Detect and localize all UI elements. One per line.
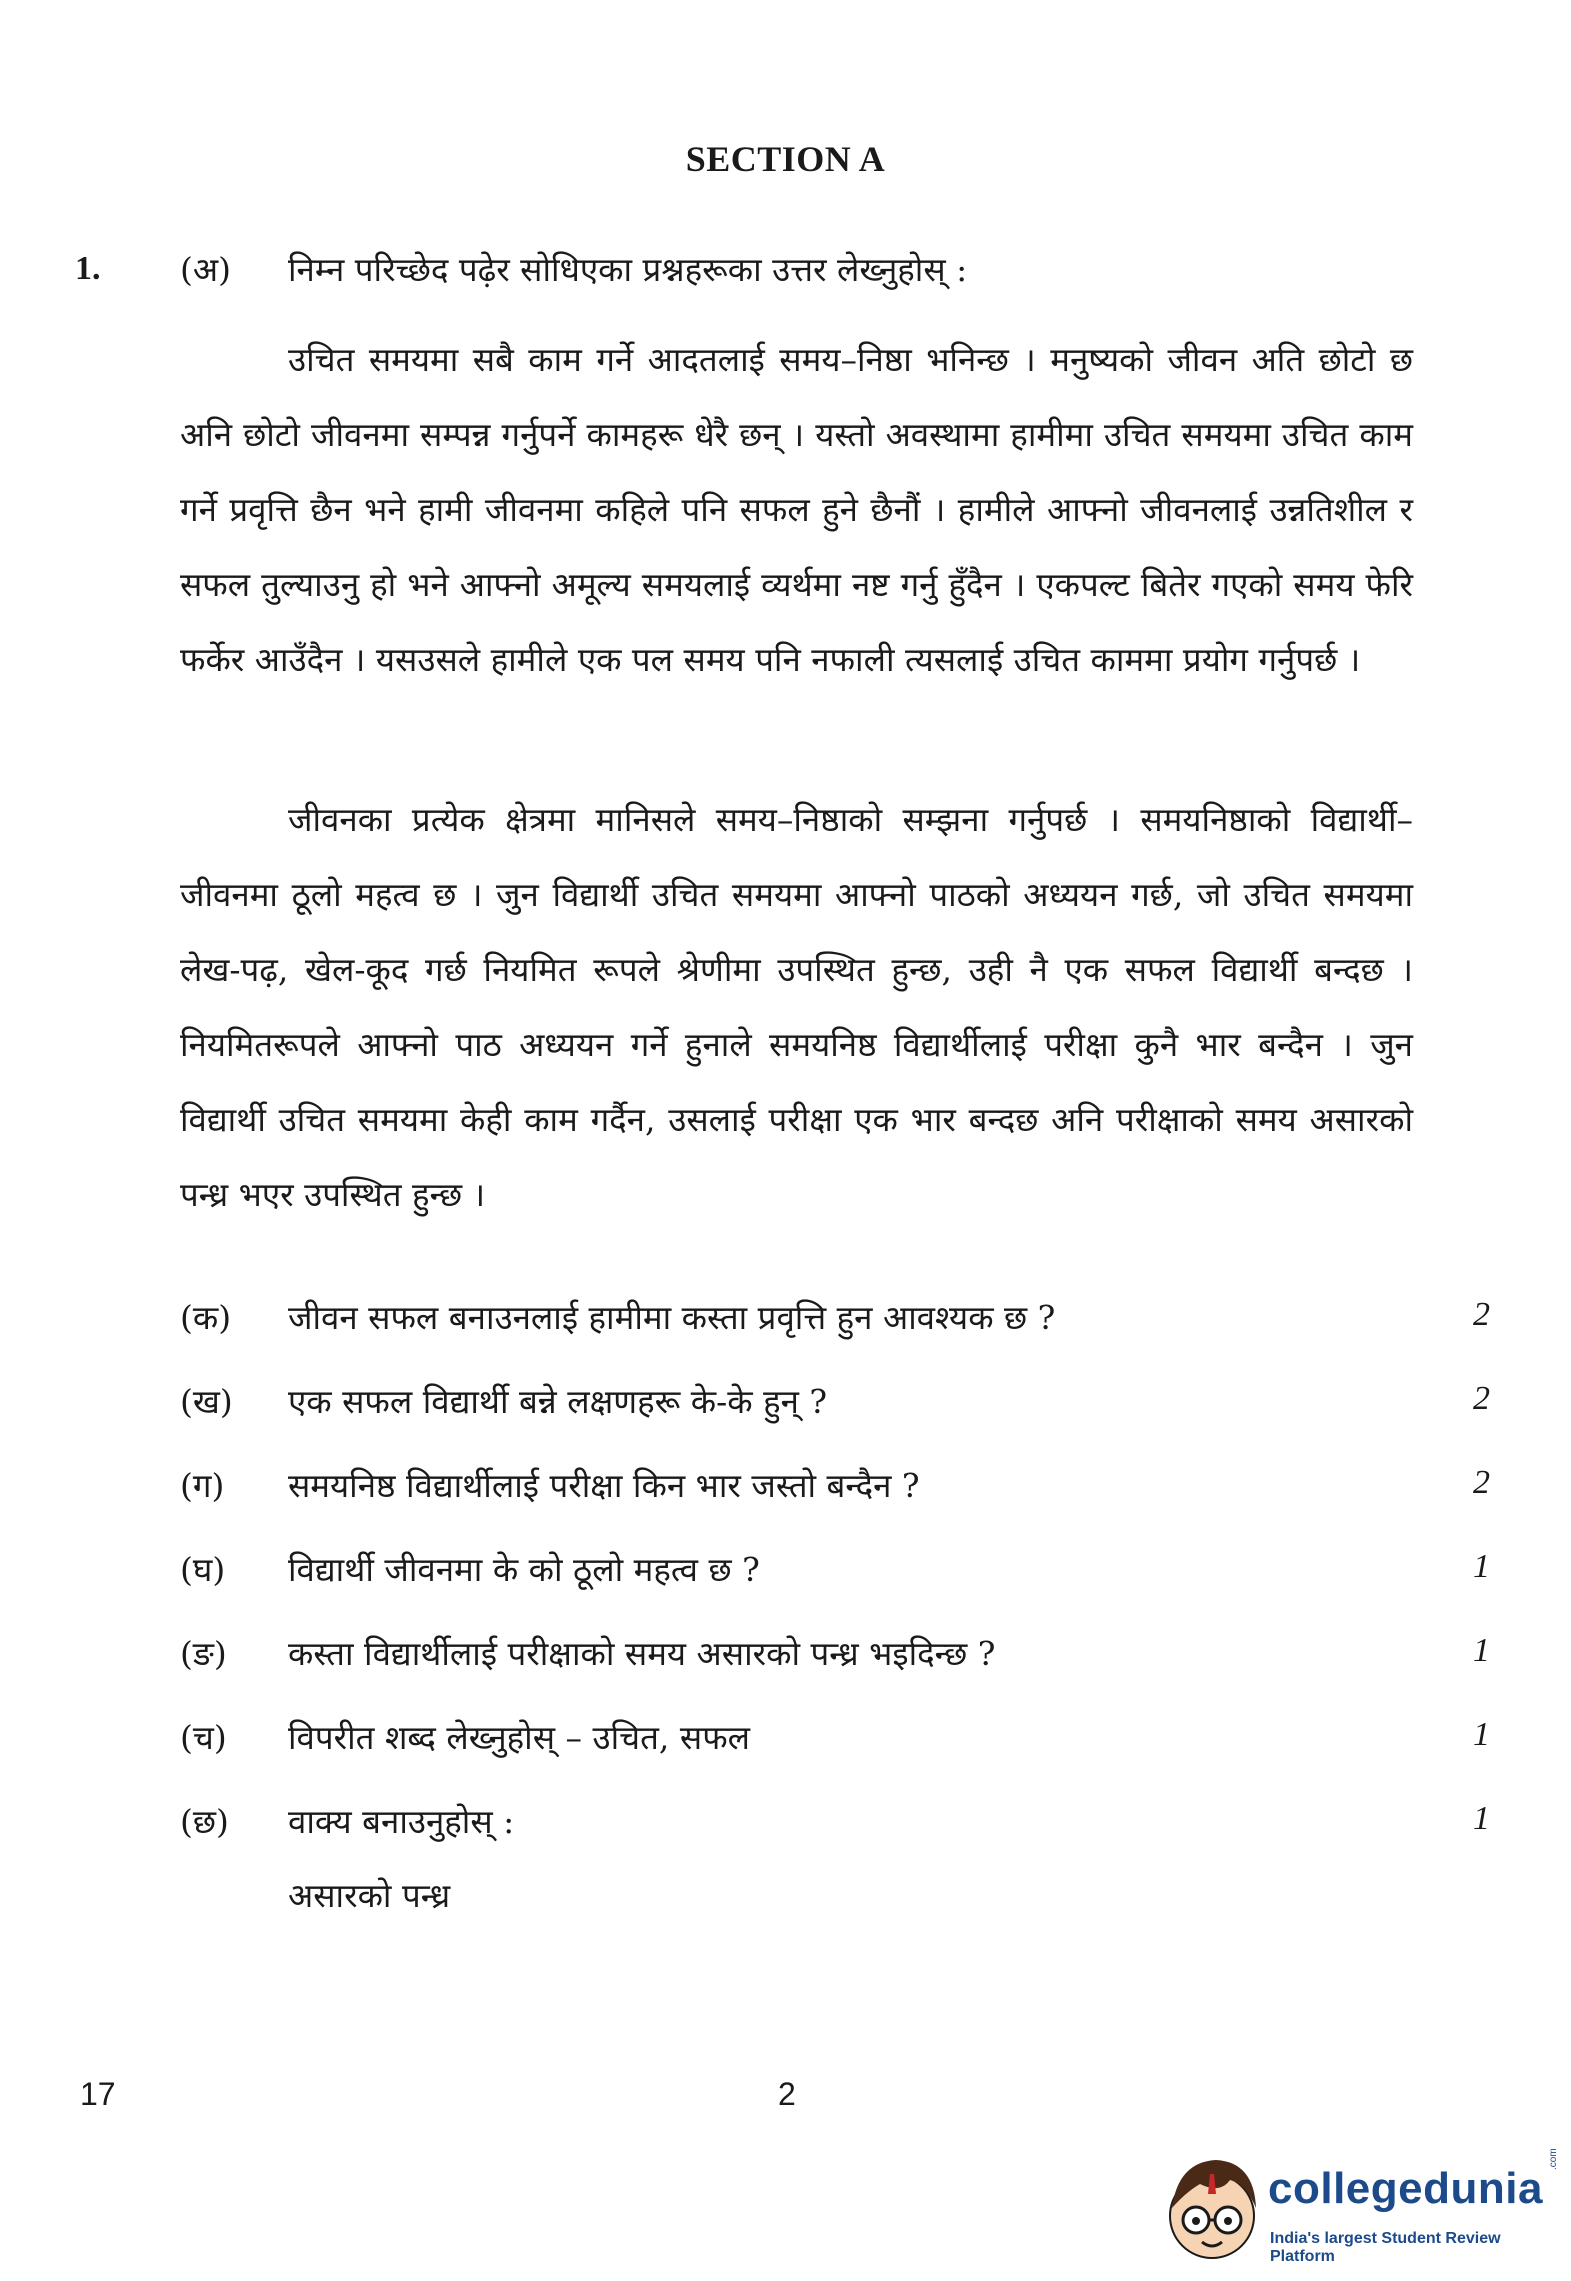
sub-question-label: (घ) [180, 1550, 226, 1589]
sub-question-marks: 2 [1473, 1296, 1490, 1333]
sub-question-label: (क) [180, 1298, 232, 1337]
sub-question-label: (च) [180, 1718, 227, 1757]
sub-question-text: समयनिष्ठ विद्यार्थीलाई परीक्षा किन भार जस्तो बन्दैन ? [288, 1466, 920, 1505]
passage-paragraph-1: उचित समयमा सबै काम गर्ने आदतलाई समय–निष्ठा भनिन्छ । मनुष्यको जीवन अति छोटो छ अनि छोटो जीवनमा सम्पन्न गर्नुपर्ने कामहरू धेरै छन् । यस्तो अवस्थामा हामीमा उचित समयमा उचित काम गर्ने प्रवृत्ति छैन भने हामी जीवनमा कहिले पनि सफल हुने छैनौं । हामीले आफ्नो जीवनलाई उन्नतिशील र सफल तुल्याउनु हो भने आफ्नो अमूल्य समयलाई व्यर्थमा नष्ट गर्नु हुँदैन । एकपल्ट बितेर गएको समय फेरि फर्केर आउँदैन । यसउसले हामीले एक पल समय पनि नफाली त्यसलाई उचित काममा प्रयोग गर्नुपर्छ । [180, 340, 1413, 679]
sub-question-marks: 2 [1473, 1380, 1490, 1417]
sub-question-cha [180, 1714, 1490, 1764]
sub-question-label: (छ) [180, 1802, 229, 1841]
sub-question-label: (ग) [180, 1466, 225, 1505]
sub-question-gha [180, 1546, 1490, 1596]
sub-question-text: कस्ता विद्यार्थीलाई परीक्षाको समय असारको पन्ध्र भइदिन्छ ? [288, 1634, 996, 1673]
sub-question-text: वाक्य बनाउनुहोस् : [288, 1802, 515, 1841]
mascot-icon [1160, 2150, 1264, 2270]
section-title: SECTION A [685, 139, 886, 179]
sentence-prompt: असारको पन्ध्र [288, 1876, 451, 1915]
question-instruction: निम्न परिच्छेद पढ़ेर सोधिएका प्रश्नहरूका उत्तर लेख्नुहोस् : [288, 250, 968, 289]
sub-question-text: जीवन सफल बनाउनलाई हामीमा कस्ता प्रवृत्ति हुन आवश्यक छ ? [288, 1298, 1056, 1337]
sub-question-label: (ङ) [180, 1634, 227, 1673]
sub-question-marks: 1 [1473, 1632, 1490, 1669]
sub-question-text: एक सफल विद्यार्थी बन्ने लक्षणहरू के-के हुन् ? [288, 1382, 828, 1421]
sub-question-kha [180, 1378, 1490, 1428]
sub-question-label: (ख) [180, 1382, 233, 1421]
passage-paragraph-2: जीवनका प्रत्येक क्षेत्रमा मानिसले समय–निष्ठाको सम्झना गर्नुपर्छ । समयनिष्ठाको विद्यार्थी–जीवनमा ठूलो महत्व छ । जुन विद्यार्थी उचित समयमा आफ्नो पाठको अध्ययन गर्छ, जो उचित समयमा लेख-पढ़, खेल-कूद गर्छ नियमित रूपले श्रेणीमा उपस्थित हुन्छ, उही नै एक सफल विद्यार्थी बन्दछ । नियमितरूपले आफ्नो पाठ अध्ययन गर्ने हुनाले समयनिष्ठ विद्यार्थीलाई परीक्षा कुनै भार बन्दैन । जुन विद्यार्थी उचित समयमा केही काम गर्दैन, उसलाई परीक्षा एक भार बन्दछ अनि परीक्षाको समय असारको पन्ध्र भएर उपस्थित हुन्छ । [180, 800, 1413, 1214]
brand-name: collegedunia [1268, 2164, 1543, 2213]
brand-tagline: India's largest Student Review Platform [1270, 2230, 1501, 2265]
page-number: 2 [778, 2076, 796, 2112]
brand-logo [1160, 2150, 1560, 2270]
sub-question-nga [180, 1630, 1490, 1680]
sub-question-marks: 1 [1473, 1800, 1490, 1837]
sub-question-chha [180, 1798, 1490, 1848]
sub-question-ka [180, 1294, 1490, 1344]
brand-suffix: .com [1548, 2148, 1559, 2170]
footer-code: 17 [80, 2076, 116, 2112]
sub-question-marks: 2 [1473, 1464, 1490, 1501]
question-number: 1. [75, 250, 101, 287]
sub-question-text: विपरीत शब्द लेख्नुहोस् – उचित, सफल [288, 1718, 751, 1757]
sub-question-ga [180, 1462, 1490, 1512]
sub-question-marks: 1 [1473, 1548, 1490, 1585]
sub-question-text: विद्यार्थी जीवनमा के को ठूलो महत्व छ ? [288, 1550, 760, 1589]
question-part-label: (अ) [180, 250, 231, 289]
sub-question-marks: 1 [1473, 1716, 1490, 1753]
